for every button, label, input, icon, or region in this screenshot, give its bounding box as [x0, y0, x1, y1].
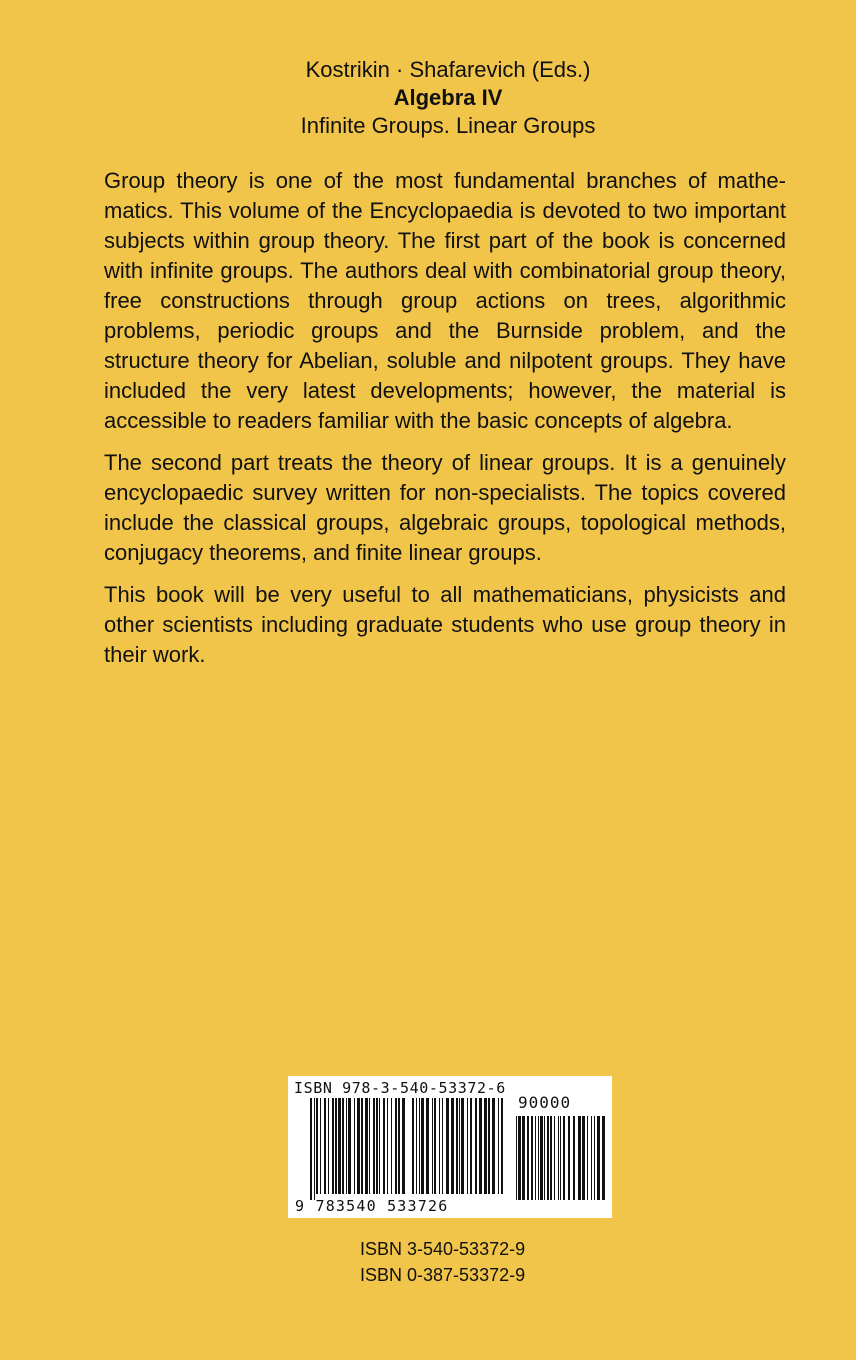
isbn-line-1: ISBN 3-540-53372-9 — [360, 1239, 526, 1259]
barcode-bar — [395, 1098, 397, 1194]
barcode-bar — [383, 1098, 385, 1194]
barcode-bar — [335, 1098, 337, 1194]
isbn-line-2: ISBN 0-387-53372-9 — [360, 1265, 526, 1285]
editors-line: Kostrikin · Shafarevich (Eds.) — [305, 57, 591, 82]
barcode-bar — [434, 1098, 436, 1194]
barcode-bar — [324, 1098, 326, 1194]
barcode-bar — [554, 1116, 555, 1200]
barcode-bar — [602, 1116, 605, 1200]
barcode-bar — [578, 1116, 581, 1200]
barcode-bar — [550, 1116, 552, 1200]
barcode-bar — [484, 1098, 487, 1194]
barcode-bar — [594, 1116, 595, 1200]
barcode-bar — [439, 1098, 440, 1194]
barcode-bar — [320, 1098, 321, 1194]
barcode-bar — [563, 1116, 565, 1200]
barcode-bar — [342, 1098, 344, 1194]
barcode-bar — [587, 1116, 588, 1200]
barcode-bar — [387, 1098, 388, 1194]
barcode-bar — [475, 1098, 477, 1194]
barcode-bar — [354, 1098, 355, 1194]
barcode-bar — [560, 1116, 561, 1200]
barcode-bar — [467, 1098, 468, 1194]
barcode-bar — [361, 1098, 363, 1194]
barcode-bar — [492, 1098, 495, 1194]
barcode-bar — [426, 1098, 429, 1194]
barcode-bar — [558, 1116, 559, 1200]
barcode-bar — [538, 1116, 539, 1200]
barcode-bar — [527, 1116, 529, 1200]
barcode-bar — [568, 1116, 570, 1200]
cover-header — [0, 56, 856, 140]
barcode-bar — [412, 1098, 414, 1194]
barcode-bar — [459, 1098, 460, 1194]
barcode-bar — [518, 1116, 521, 1200]
isbn-block — [360, 1236, 525, 1288]
blurb-paragraph-1: Group theory is one of the most fundamental branches of mathematics. This volume of the Encyclopaedia is devoted to two important subjects within group theory. The first part of the book is concerned with infinite groups. The authors deal with combinatorial group theory, free constructions through group actions on trees, algorithmic problems, periodic groups and the Burnside problem, and the structure theory for Abelian, soluble and nilpotent groups. They have included the very latest developments; however, the material is accessible to readers familiar with the basic concepts of algebra. — [104, 168, 786, 433]
book-subtitle: Infinite Groups. Linear Groups — [300, 113, 596, 138]
barcode-bar — [348, 1098, 351, 1194]
barcode-bar — [446, 1098, 449, 1194]
barcode-bar — [402, 1098, 405, 1194]
barcode-digits: 9 783540 533726 — [295, 1197, 449, 1215]
barcode-bar — [522, 1116, 525, 1200]
barcode-bar — [501, 1098, 503, 1194]
barcode-bar — [573, 1116, 575, 1200]
barcode-bar — [369, 1098, 370, 1194]
barcode-bar — [544, 1116, 545, 1200]
barcode-bar — [461, 1098, 464, 1194]
barcode-bar — [456, 1098, 458, 1194]
book-title: Algebra IV — [393, 85, 503, 110]
blurb-paragraph-3: This book will be very useful to all mathematicians, physicists and other scientists including graduate students who use group theory in their work. — [104, 582, 786, 667]
barcode-bar — [540, 1116, 543, 1200]
barcode-bar — [365, 1098, 368, 1194]
barcode-bar — [432, 1098, 433, 1194]
barcode-bar — [531, 1116, 533, 1200]
barcode-bar — [398, 1098, 400, 1194]
barcode-bar — [316, 1098, 318, 1194]
barcode-bar — [419, 1098, 420, 1194]
barcode-bar — [547, 1116, 549, 1200]
blurb-paragraph-2: The second part treats the theory of linear groups. It is a genuinely encyclopaedic survey written for non-specialists. The topics covered include the classical groups, algebraic groups, topological methods, conjugacy theorems, and finite linear groups. — [104, 450, 786, 565]
barcode-bar — [451, 1098, 454, 1194]
barcode-bar — [338, 1098, 341, 1194]
barcode-bar — [391, 1098, 392, 1194]
barcode-bar — [498, 1098, 499, 1194]
barcode-addon-number: 90000 — [518, 1093, 572, 1112]
barcode-bar — [332, 1098, 334, 1194]
barcode-bar — [373, 1098, 375, 1194]
barcode-bar — [357, 1098, 360, 1194]
barcode — [288, 1076, 612, 1218]
barcode-isbn13-label: ISBN 978-3-540-53372-6 — [294, 1079, 506, 1097]
barcode-bar — [470, 1098, 472, 1194]
barcode-bar — [346, 1098, 347, 1194]
barcode-bar — [535, 1116, 536, 1200]
barcode-bar — [597, 1116, 600, 1200]
barcode-bar — [379, 1098, 380, 1194]
barcode-bar — [488, 1098, 490, 1194]
barcode-bar — [310, 1098, 312, 1200]
barcode-bar — [416, 1098, 417, 1194]
blurb — [104, 166, 786, 682]
barcode-bar — [421, 1098, 424, 1194]
barcode-bar — [516, 1116, 517, 1200]
barcode-bar — [479, 1098, 482, 1194]
barcode-bar — [314, 1098, 315, 1200]
barcode-bar — [376, 1098, 378, 1194]
barcode-bar — [442, 1098, 443, 1194]
barcode-bar — [328, 1098, 329, 1194]
barcode-bar — [591, 1116, 592, 1200]
barcode-bar — [582, 1116, 585, 1200]
